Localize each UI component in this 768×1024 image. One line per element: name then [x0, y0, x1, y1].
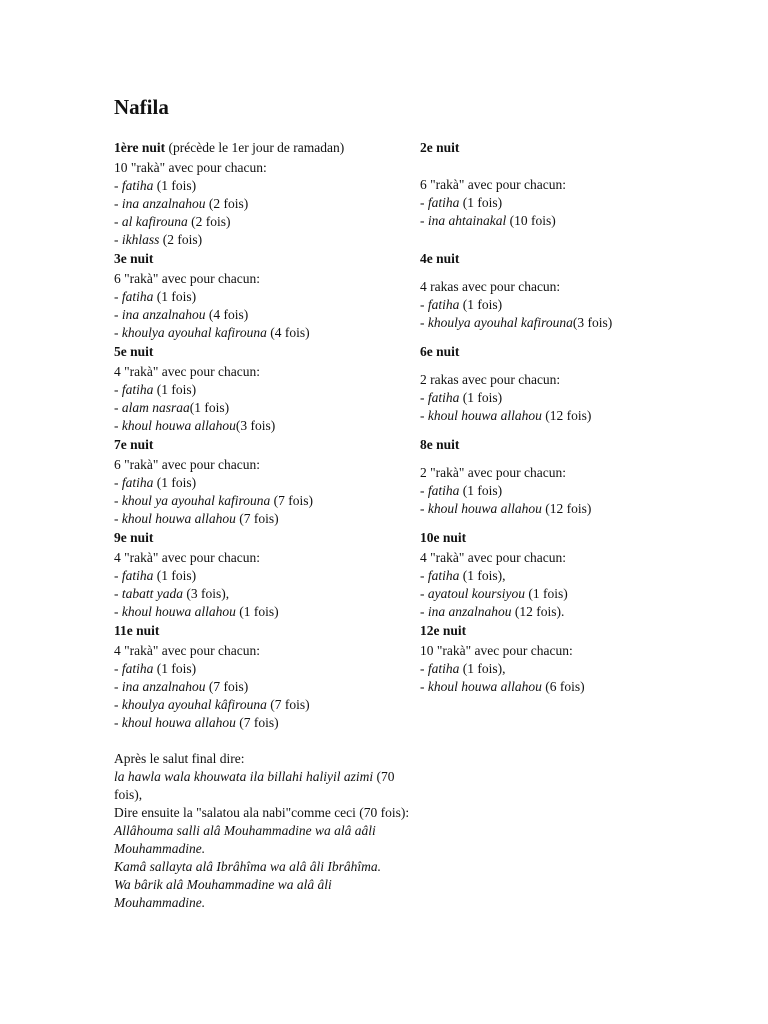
- list-item: - fatiha (1 fois): [114, 568, 197, 583]
- night-intro: 4 "rakà" avec pour chacun:: [114, 364, 260, 379]
- night-7: [114, 436, 414, 528]
- night-11: [114, 622, 414, 732]
- night-heading: 11e nuit: [114, 623, 160, 638]
- night-intro: 4 rakas avec pour chacun:: [420, 279, 561, 294]
- list-item: - fatiha (1 fois): [114, 661, 197, 676]
- list-item: - fatiha (1 fois): [420, 390, 503, 405]
- list-item: - tabatt yada (3 fois),: [114, 586, 230, 601]
- list-item: - khoul houwa allahou (1 fois): [114, 604, 279, 619]
- night-intro: 10 "rakà" avec pour chacun:: [114, 160, 267, 175]
- list-item: - ikhlass (2 fois): [114, 232, 203, 247]
- salawat-text: Wa bârik alâ Mouhammadine wa alâ âli Mouhammadine.: [114, 877, 332, 910]
- list-item: - fatiha (1 fois),: [420, 661, 506, 676]
- list-item: - khoulya ayouhal kafirouna (4 fois): [114, 325, 310, 340]
- night-8: [420, 436, 750, 518]
- list-item: - ayatoul koursiyou (1 fois): [420, 586, 568, 601]
- night-intro: 10 "rakà" avec pour chacun:: [420, 643, 573, 658]
- list-item: - fatiha (1 fois): [420, 297, 503, 312]
- salawat-text: Kamâ sallayta alâ Ibrâhîma wa alâ âli Ibrâhîma.: [114, 859, 382, 874]
- night-10: [420, 529, 750, 621]
- list-item: - fatiha (1 fois),: [420, 568, 506, 583]
- list-item: - ina anzalnahou (7 fois): [114, 679, 249, 694]
- night-heading: 10e nuit: [420, 530, 467, 545]
- list-item: - ina anzalnahou (4 fois): [114, 307, 249, 322]
- list-item: - ina anzalnahou (2 fois): [114, 196, 249, 211]
- night-9: [114, 529, 414, 621]
- list-item: - fatiha (1 fois): [114, 289, 197, 304]
- night-heading: 8e nuit: [420, 437, 460, 452]
- closing-instructions: [114, 750, 424, 912]
- night-5: [114, 343, 414, 435]
- list-item: - khoul houwa allahou (7 fois): [114, 511, 279, 526]
- night-heading: 3e nuit: [114, 251, 154, 266]
- list-item: - khoulya ayouhal kâfirouna (7 fois): [114, 697, 310, 712]
- list-item: - fatiha (1 fois): [420, 483, 503, 498]
- list-item: - khoul houwa allahou(3 fois): [114, 418, 276, 433]
- list-item: - khoul houwa allahou (12 fois): [420, 501, 592, 516]
- list-item: - khoul houwa allahou (6 fois): [420, 679, 585, 694]
- night-intro: 6 "rakà" avec pour chacun:: [114, 271, 260, 286]
- night-heading: 4e nuit: [420, 251, 460, 266]
- instruction-text: Après le salut final dire:: [114, 751, 245, 766]
- instruction-text: Dire ensuite la "salatou ala nabi"comme ceci (70 fois):: [114, 805, 410, 820]
- night-4: [420, 250, 750, 332]
- night-heading-note: (précède le 1er jour de ramadan): [168, 140, 345, 155]
- list-item: - fatiha (1 fois): [114, 475, 197, 490]
- night-heading: 5e nuit: [114, 344, 154, 359]
- list-item: - al kafirouna (2 fois): [114, 214, 231, 229]
- night-intro: 2 "rakà" avec pour chacun:: [420, 465, 566, 480]
- night-6: [420, 343, 750, 425]
- night-intro: 4 "rakà" avec pour chacun:: [114, 550, 260, 565]
- list-item: - khoul houwa allahou (7 fois): [114, 715, 279, 730]
- night-intro: 4 "rakà" avec pour chacun:: [114, 643, 260, 658]
- night-intro: 2 rakas avec pour chacun:: [420, 372, 561, 387]
- night-intro: 4 "rakà" avec pour chacun:: [420, 550, 566, 565]
- list-item: - alam nasraa(1 fois): [114, 400, 230, 415]
- page-title: Nafila: [114, 95, 169, 119]
- list-item: - fatiha (1 fois): [114, 382, 197, 397]
- dua-text: la hawla wala khouwata ila billahi haliyil azimi (70 fois),: [114, 769, 395, 802]
- night-heading: 9e nuit: [114, 530, 154, 545]
- list-item: - fatiha (1 fois): [420, 195, 503, 210]
- night-2: [420, 139, 750, 230]
- night-3: [114, 250, 414, 342]
- list-item: - khoul houwa allahou (12 fois): [420, 408, 592, 423]
- night-heading: 1ère nuit: [114, 140, 166, 155]
- night-heading: 12e nuit: [420, 623, 467, 638]
- list-item: - ina ahtainakal (10 fois): [420, 213, 556, 228]
- night-intro: 6 "rakà" avec pour chacun:: [114, 457, 260, 472]
- list-item: - khoulya ayouhal kafirouna(3 fois): [420, 315, 613, 330]
- salawat-text: Allâhouma salli alâ Mouhammadine wa alâ aâli Mouhammadine.: [114, 823, 376, 856]
- night-heading: 2e nuit: [420, 140, 460, 155]
- night-heading: 7e nuit: [114, 437, 154, 452]
- list-item: - ina anzalnahou (12 fois).: [420, 604, 565, 619]
- list-item: - fatiha (1 fois): [114, 178, 197, 193]
- list-item: - khoul ya ayouhal kafirouna (7 fois): [114, 493, 313, 508]
- night-1: [114, 139, 414, 249]
- night-12: [420, 622, 750, 696]
- night-intro: 6 "rakà" avec pour chacun:: [420, 177, 566, 192]
- night-heading: 6e nuit: [420, 344, 460, 359]
